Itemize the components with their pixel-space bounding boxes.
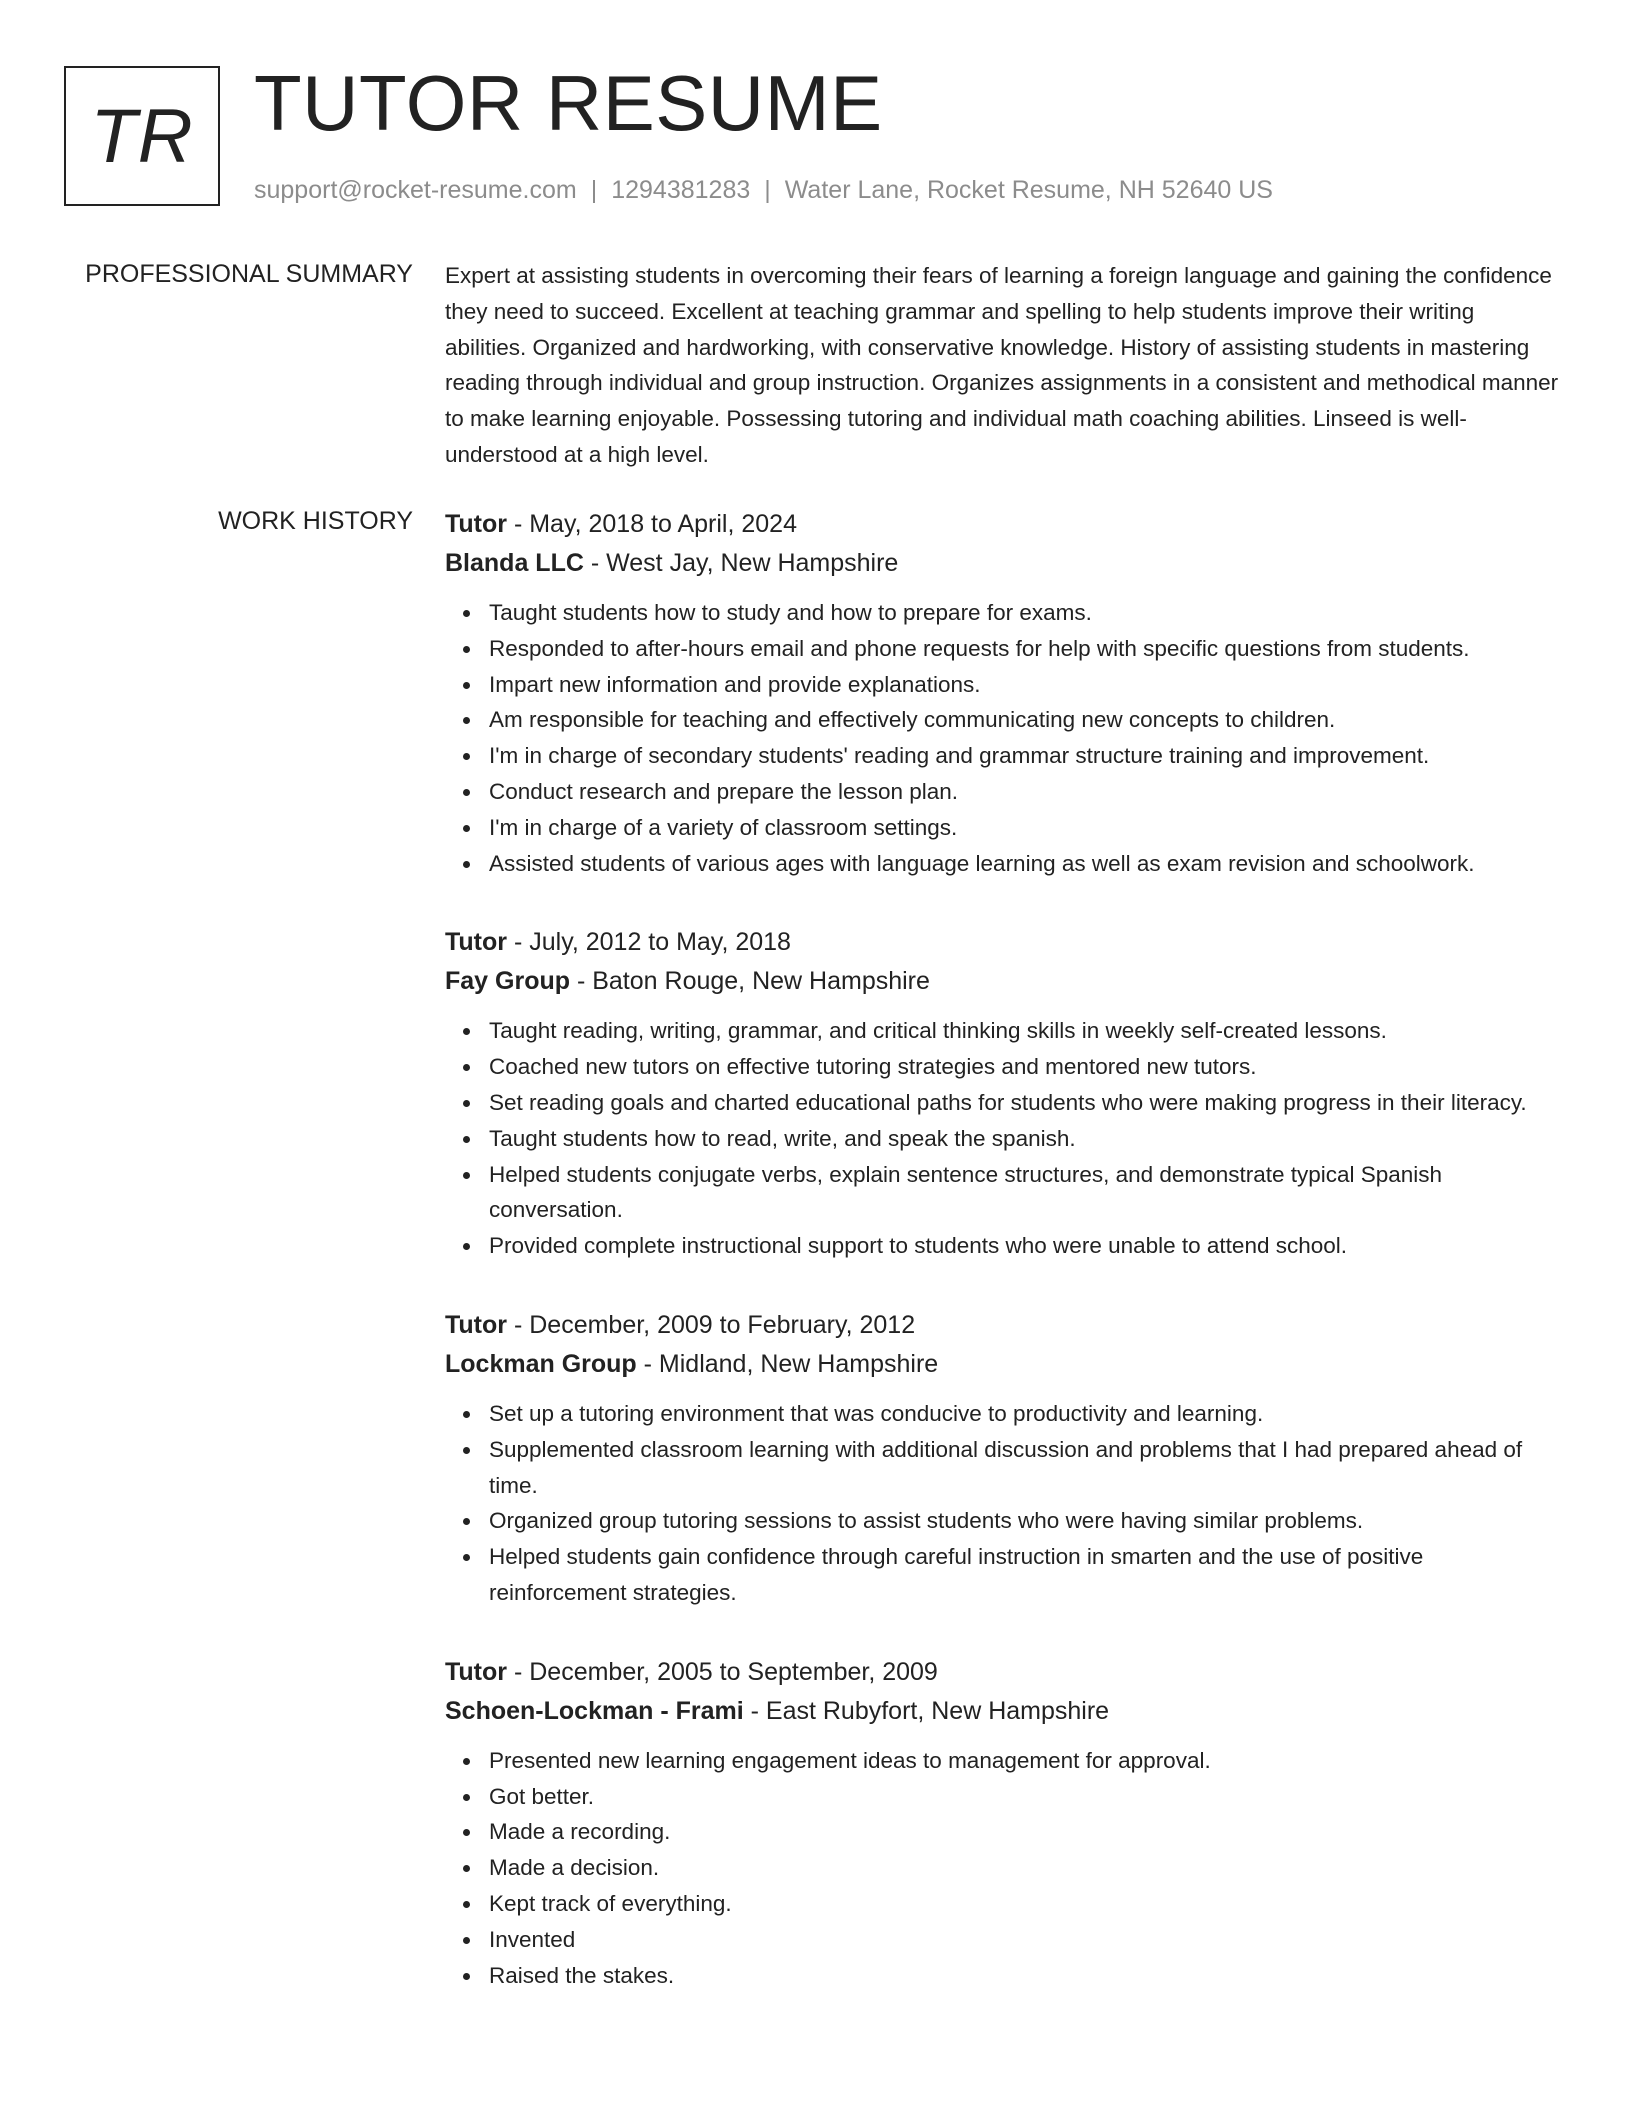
job-bullet: Impart new information and provide explanations.: [489, 667, 1560, 703]
job-bullet: Set reading goals and charted educational paths for students who were making progress in their literacy.: [489, 1085, 1560, 1121]
job-title-line: [445, 1306, 1560, 1345]
job-bullet: Conduct research and prepare the lesson plan.: [489, 774, 1560, 810]
contact-phone: 1294381283: [611, 176, 751, 204]
job-bullet-list: [445, 595, 1560, 881]
job-bullet: Coached new tutors on effective tutoring strategies and mentored new tutors.: [489, 1049, 1560, 1085]
job-title: Tutor: [445, 1657, 508, 1686]
summary-heading: PROFESSIONAL SUMMARY: [85, 260, 413, 288]
job-dates: - May, 2018 to April, 2024: [507, 510, 797, 538]
job-bullet: Taught students how to read, write, and speak the spanish.: [489, 1121, 1560, 1157]
job-bullet: Taught students how to study and how to prepare for exams.: [489, 595, 1560, 631]
contact-separator: |: [764, 176, 771, 204]
job-bullet: Responded to after-hours email and phone requests for help with specific questions from students.: [489, 631, 1560, 667]
work-history-heading: WORK HISTORY: [218, 507, 413, 535]
job-bullet: Helped students gain confidence through careful instruction in smarten and the use of positive reinforcement strategies.: [489, 1539, 1560, 1611]
job-entry: [445, 1306, 1560, 1611]
job-bullet: I'm in charge of secondary students' reading and grammar structure training and improvement.: [489, 738, 1560, 774]
job-bullet: Helped students conjugate verbs, explain sentence structures, and demonstrate typical Spanish conversation.: [489, 1157, 1560, 1229]
job-title-line: [445, 505, 1560, 544]
summary-body: [445, 258, 1560, 473]
monogram: TR: [64, 66, 220, 206]
job-title: Tutor: [445, 1310, 508, 1339]
job-company-line: [445, 544, 1560, 583]
job-entry: [445, 505, 1560, 881]
job-company: Schoen-Lockman - Frami: [445, 1696, 744, 1725]
contact-line: [254, 174, 1273, 206]
job-company: Blanda LLC: [445, 549, 584, 577]
job-bullet: Presented new learning engagement ideas to management for approval.: [489, 1743, 1560, 1779]
job-dates: - December, 2009 to February, 2012: [507, 1310, 916, 1339]
job-bullet-list: [445, 1013, 1560, 1264]
summary-text: Expert at assisting students in overcoming their fears of learning a foreign language and gaining the confidence they need to succeed. Excellent at teaching grammar and spelling to help students improve their writing abilities. Organized and hardworking, with conservative knowledge. History of assisting students in mastering reading through individual and group instruction. Organizes assignments in a consistent and methodical manner to make learning enjoyable. Possessing tutoring and individual math coaching abilities. Linseed is well-understood at a high level.: [445, 263, 1559, 467]
job-title: Tutor: [445, 510, 508, 538]
job-title: Tutor: [445, 928, 508, 957]
job-title-line: [445, 923, 1560, 962]
job-bullet: Assisted students of various ages with language learning as well as exam revision and schoolwork.: [489, 846, 1560, 882]
job-location: - Baton Rouge, New Hampshire: [570, 967, 930, 996]
job-dates: - December, 2005 to September, 2009: [507, 1657, 938, 1686]
job-company-line: [445, 962, 1560, 1001]
job-bullet-list: [445, 1743, 1560, 1994]
job-location: - East Rubyfort, New Hampshire: [743, 1696, 1110, 1725]
job-dates: - July, 2012 to May, 2018: [507, 928, 791, 957]
job-bullet: Am responsible for teaching and effectively communicating new concepts to children.: [489, 702, 1560, 738]
job-company: Lockman Group: [445, 1349, 637, 1378]
job-bullet: Made a recording.: [489, 1814, 1560, 1850]
job-bullet: Raised the stakes.: [489, 1958, 1560, 1994]
job-entry: [445, 923, 1560, 1264]
job-title-line: [445, 1653, 1560, 1692]
job-bullet: Provided complete instructional support to students who were unable to attend school.: [489, 1228, 1560, 1264]
contact-email: support@rocket-resume.com: [254, 176, 577, 204]
job-bullet: Taught reading, writing, grammar, and critical thinking skills in weekly self-created lessons.: [489, 1013, 1560, 1049]
job-bullet: Invented: [489, 1922, 1560, 1958]
job-bullet-list: [445, 1396, 1560, 1611]
job-bullet: Set up a tutoring environment that was conducive to productivity and learning.: [489, 1396, 1560, 1432]
work-history-body: [445, 505, 1560, 2035]
job-bullet: I'm in charge of a variety of classroom settings.: [489, 810, 1560, 846]
job-company: Fay Group: [445, 967, 571, 996]
page-title: TUTOR RESUME: [254, 59, 883, 147]
job-company-line: [445, 1345, 1560, 1384]
job-location: - Midland, New Hampshire: [636, 1349, 939, 1378]
job-bullet: Supplemented classroom learning with additional discussion and problems that I had prepared ahead of time.: [489, 1432, 1560, 1504]
job-location: - West Jay, New Hampshire: [583, 549, 899, 577]
job-bullet: Kept track of everything.: [489, 1886, 1560, 1922]
job-entry: [445, 1653, 1560, 1994]
contact-address: Water Lane, Rocket Resume, NH 52640 US: [784, 176, 1273, 204]
job-bullet: Organized group tutoring sessions to assist students who were having similar problems.: [489, 1503, 1560, 1539]
job-company-line: [445, 1692, 1560, 1731]
job-bullet: Got better.: [489, 1779, 1560, 1815]
job-bullet: Made a decision.: [489, 1850, 1560, 1886]
contact-separator: |: [590, 176, 598, 204]
